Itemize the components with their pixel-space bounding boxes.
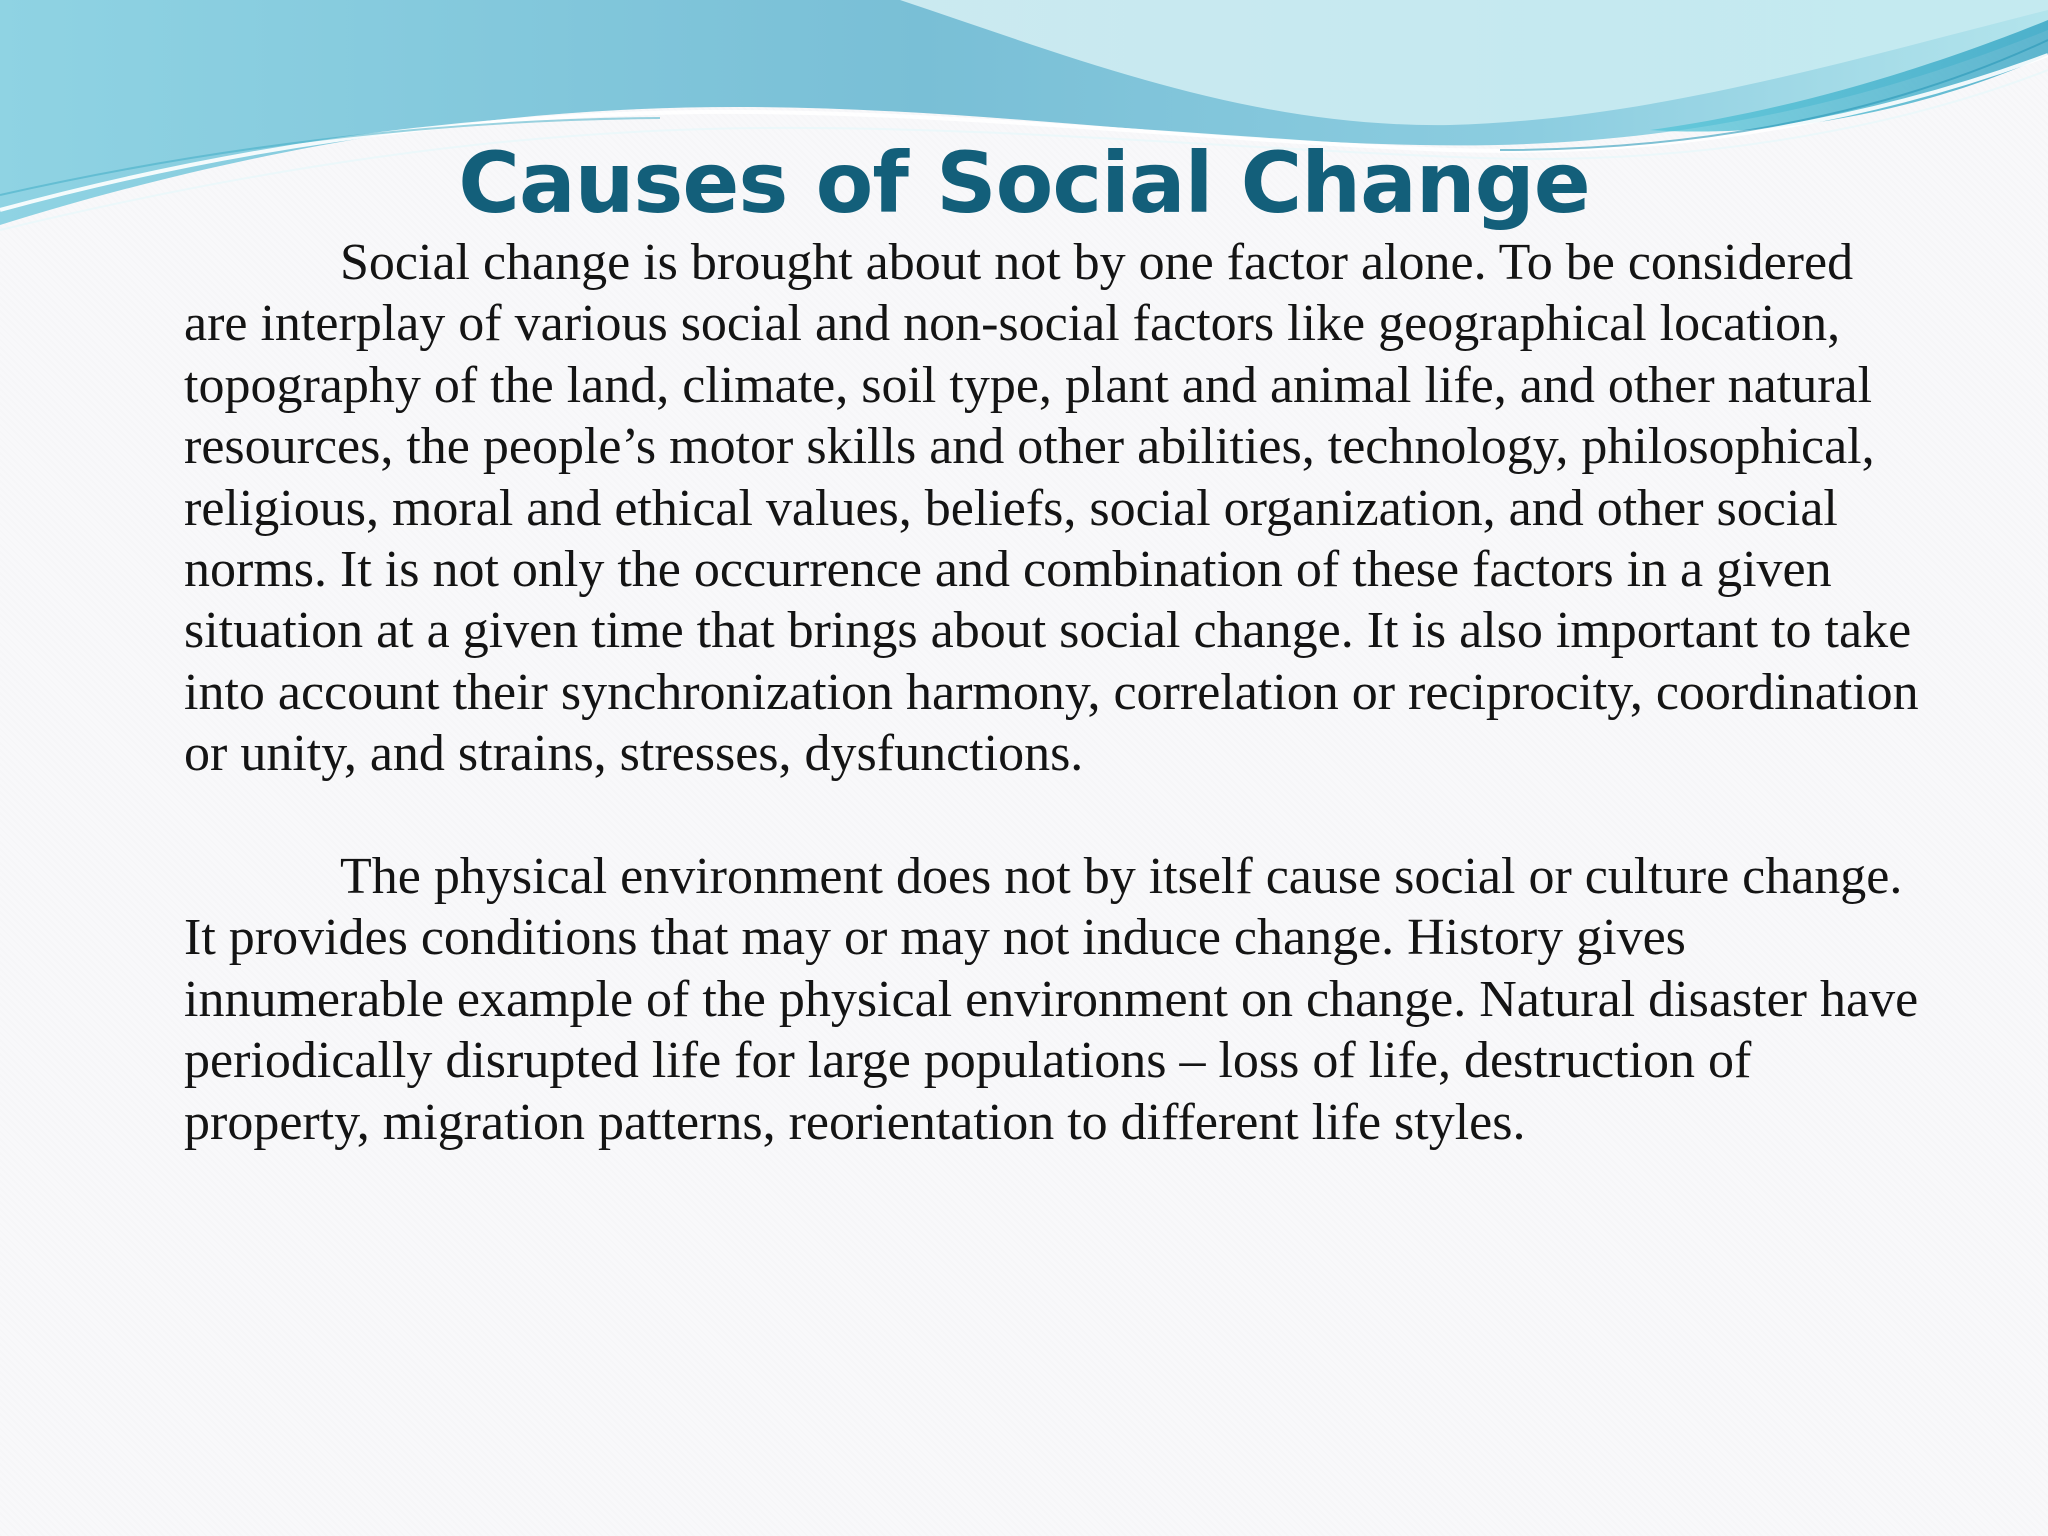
slide-title: Causes of Social Change — [458, 134, 1590, 232]
paragraph-social-change-factors: Social change is brought about not by one factor alone. To be considered are interplay of various social and non-social factors like geographical location, topography of the land, climate, soil type, plant and animal life, and other natural resources, the people’s motor skills and other abilities, technology, philosophical, religious, moral and ethical values, beliefs, social organization, and other social norms. It is not only the occurrence and combination of these factors in a given situation at a given time that brings about social change. It is also important to take into account their synchronization harmony, correlation or reciprocity, coordination or unity, and strains, stresses, dysfunctions. — [184, 234, 1919, 783]
paragraph-physical-environment: The physical environment does not by itself cause social or culture change. It provides conditions that may or may not induce change. History gives innumerable example of the physical environment on change. Natural disaster have periodically disrupted life for large populations – loss of life, destruction of property, migration patterns, reorientation to different life styles. — [184, 848, 1919, 1151]
slide-body — [184, 232, 1924, 1153]
